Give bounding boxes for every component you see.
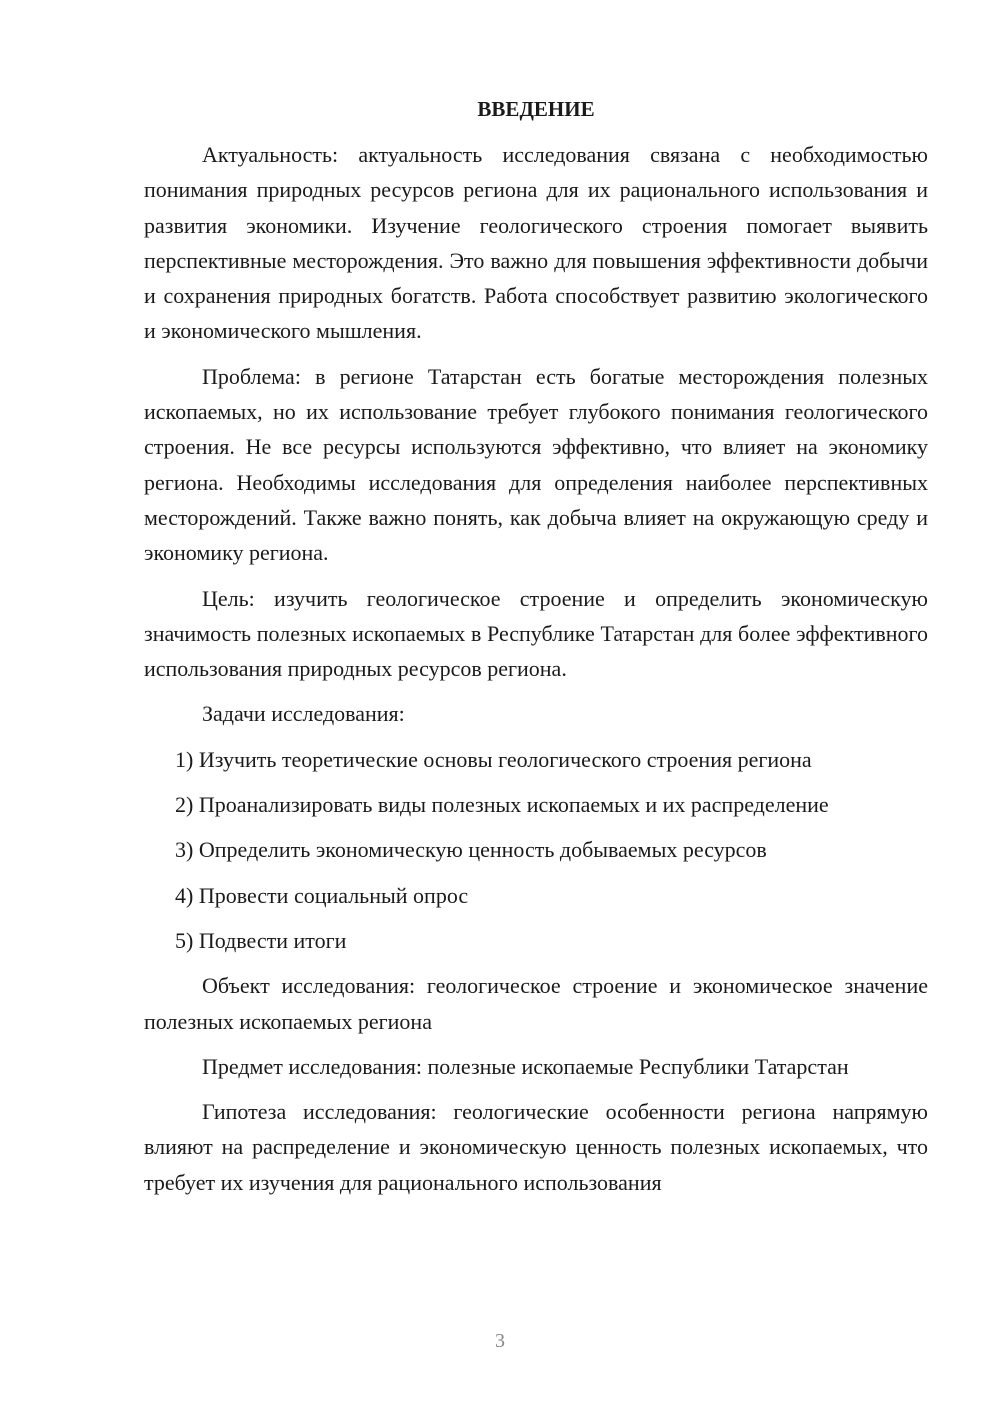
- document-page: [144, 92, 928, 1210]
- problem-paragraph: Проблема: в регионе Татарстан есть богатые месторождения полезных ископаемых, но их использование требует глубокого понимания геологического строения. Не все ресурсы используются эффективно, что влияет на экономику региона. Необходимы исследования для определения наиболее перспективных месторождений. Также важно понять, как добыча влияет на окружающую среду и экономику региона.: [144, 363, 928, 566]
- list-item: 4) Провести социальный опрос: [175, 882, 469, 908]
- list-item: 5) Подвести итоги: [175, 927, 347, 953]
- hypothesis-paragraph: Гипотеза исследования: геологические особенности региона напрямую влияют на распределение и экономическую ценность полезных ископаемых, что требует их изучения для рационального использования: [144, 1099, 928, 1195]
- list-item: 1) Изучить теоретические основы геологического строения региона: [175, 746, 812, 772]
- goal-paragraph: Цель: изучить геологическое строение и определить экономическую значимость полезных ископаемых в Республике Татарстан для более эффективного использования природных ресурсов региона.: [144, 585, 928, 682]
- task-list: [144, 742, 928, 958]
- page-number: 3: [495, 1330, 505, 1352]
- list-item: 2) Проанализировать виды полезных ископаемых и их распределение: [175, 792, 829, 818]
- list-item: 3) Определить экономическую ценность добываемых ресурсов: [175, 837, 767, 863]
- relevance-paragraph: Актуальность: актуальность исследования связана с необходимостью понимания природных ресурсов региона для их рационального использования и развития экономики. Изучение геологического строения помогает выявить перспективные месторождения. Это важно для повышения эффективности добычи и сохранения природных богатств. Работа способствует развитию экологического и экономического мышления.: [144, 142, 928, 344]
- tasks-heading: Задачи исследования:: [202, 701, 405, 727]
- section-title: ВВЕДЕНИЕ: [477, 97, 595, 121]
- object-paragraph: Объект исследования: геологическое строение и экономическое значение полезных ископаемых региона: [144, 973, 928, 1034]
- subject-paragraph: Предмет исследования: полезные ископаемые Республики Татарстан: [202, 1053, 849, 1079]
